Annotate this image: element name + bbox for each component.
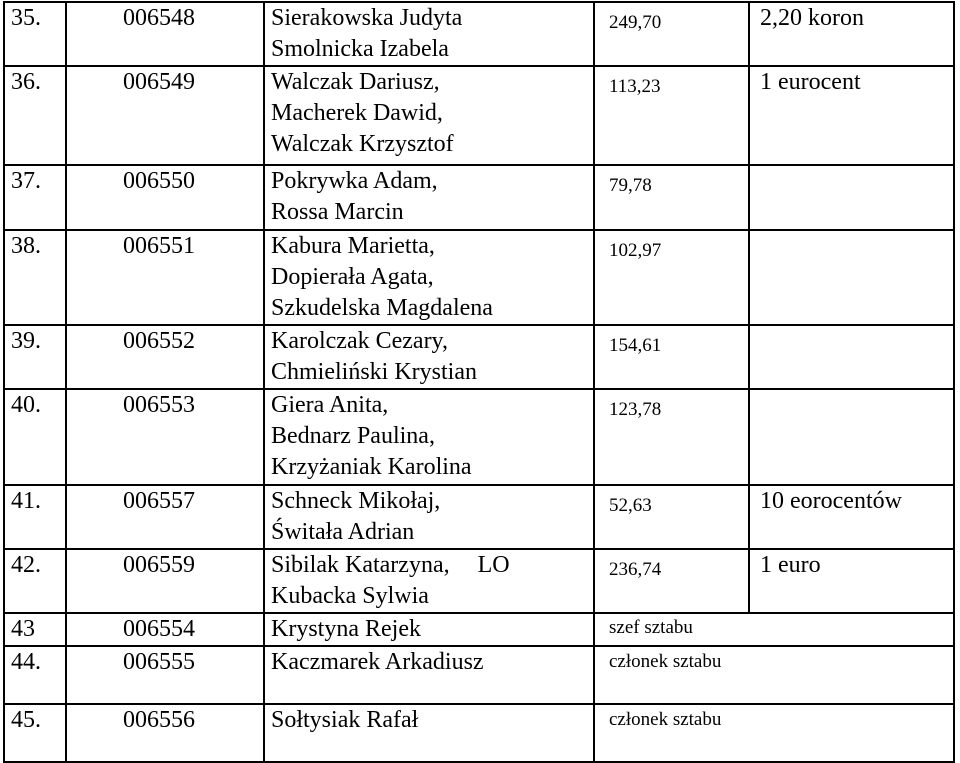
row-role	[594, 646, 954, 704]
row-names	[264, 704, 594, 762]
row-note: 1 eurocent	[749, 66, 954, 165]
amount-value: 79,78	[609, 175, 652, 196]
name-line: Chmieliński Krystian	[271, 359, 477, 385]
row-code: 006549	[66, 66, 264, 165]
name-line: Kubacka Sylwia	[271, 583, 429, 609]
amount-value: 249,70	[609, 12, 662, 33]
row-role: szef sztabu	[594, 613, 954, 646]
table-row	[4, 165, 954, 230]
name-line: Kabura Marietta,	[271, 233, 435, 259]
name-line: Sołtysiak Rafał	[271, 707, 419, 733]
name-text: Sibilak Katarzyna,	[271, 552, 450, 578]
row-amount	[594, 165, 749, 230]
row-code: 006554	[66, 613, 264, 646]
table-row	[4, 230, 954, 325]
name-line: Bednarz Paulina,	[271, 423, 435, 449]
name-line: Sierakowska Judyta	[271, 5, 463, 31]
name-line: Karolczak Cezary,	[271, 328, 448, 354]
table-row	[4, 325, 954, 389]
name-line: Dopierała Agata,	[271, 264, 434, 290]
amount-value: 123,78	[609, 399, 662, 420]
row-code: 006551	[66, 230, 264, 325]
row-number: 45.	[4, 704, 66, 762]
table-row	[4, 646, 954, 704]
row-names	[264, 165, 594, 230]
row-note	[749, 325, 954, 389]
row-number: 39.	[4, 325, 66, 389]
row-number: 37.	[4, 165, 66, 230]
role-text: członek sztabu	[609, 709, 722, 730]
row-code: 006552	[66, 325, 264, 389]
name-line: Kaczmarek Arkadiusz	[271, 649, 484, 675]
row-code: 006548	[66, 2, 264, 66]
row-amount	[594, 389, 749, 485]
table-row	[4, 66, 954, 165]
name-line: Rossa Marcin	[271, 199, 404, 225]
row-names	[264, 485, 594, 549]
row-names	[264, 613, 594, 646]
row-names	[264, 230, 594, 325]
row-amount	[594, 549, 749, 613]
row-number: 36.	[4, 66, 66, 165]
row-names	[264, 389, 594, 485]
row-code: 006555	[66, 646, 264, 704]
table-row	[4, 613, 954, 646]
row-code: 006553	[66, 389, 264, 485]
row-names	[264, 549, 594, 613]
table-row	[4, 704, 954, 762]
table-row	[4, 389, 954, 485]
row-code: 006556	[66, 704, 264, 762]
row-names	[264, 66, 594, 165]
row-amount	[594, 230, 749, 325]
amount-value: 236,74	[609, 559, 662, 580]
row-names	[264, 2, 594, 66]
name-line: Pokrywka Adam,	[271, 168, 438, 194]
row-code: 006559	[66, 549, 264, 613]
name-line: Szkudelska Magdalena	[271, 295, 493, 321]
row-note	[749, 230, 954, 325]
name-line: Krystyna Rejek	[271, 616, 421, 642]
role-text: członek sztabu	[609, 651, 722, 672]
table-row	[4, 485, 954, 549]
row-number: 38.	[4, 230, 66, 325]
row-amount	[594, 66, 749, 165]
row-number: 44.	[4, 646, 66, 704]
row-note: 10 eorocentów	[749, 485, 954, 549]
school-label: LO	[477, 552, 510, 578]
name-line: Smolnicka Izabela	[271, 36, 449, 62]
name-line: Krzyżaniak Karolina	[271, 454, 472, 480]
row-code: 006557	[66, 485, 264, 549]
row-amount	[594, 325, 749, 389]
name-line: Giera Anita,	[271, 392, 389, 418]
table-row	[4, 549, 954, 613]
row-amount	[594, 485, 749, 549]
row-note: 1 euro	[749, 549, 954, 613]
row-number: 42.	[4, 549, 66, 613]
name-line: Świtała Adrian	[271, 519, 415, 545]
amount-value: 102,97	[609, 240, 662, 261]
amount-value: 154,61	[609, 335, 662, 356]
name-line: Walczak Krzysztof	[271, 131, 454, 157]
row-number: 41.	[4, 485, 66, 549]
name-line: Macherek Dawid,	[271, 100, 443, 126]
table-row	[4, 2, 954, 66]
row-number: 35.	[4, 2, 66, 66]
amount-value: 113,23	[609, 76, 661, 97]
row-number: 43	[4, 613, 66, 646]
row-note	[749, 165, 954, 230]
row-note: 2,20 koron	[749, 2, 954, 66]
participants-table	[3, 1, 955, 763]
name-line: Schneck Mikołaj,	[271, 488, 441, 514]
row-role	[594, 704, 954, 762]
amount-value: 52,63	[609, 495, 652, 516]
row-code: 006550	[66, 165, 264, 230]
row-amount	[594, 2, 749, 66]
row-names	[264, 325, 594, 389]
row-number: 40.	[4, 389, 66, 485]
row-names	[264, 646, 594, 704]
row-note	[749, 389, 954, 485]
name-line: Walczak Dariusz,	[271, 69, 440, 95]
name-line	[271, 550, 593, 581]
